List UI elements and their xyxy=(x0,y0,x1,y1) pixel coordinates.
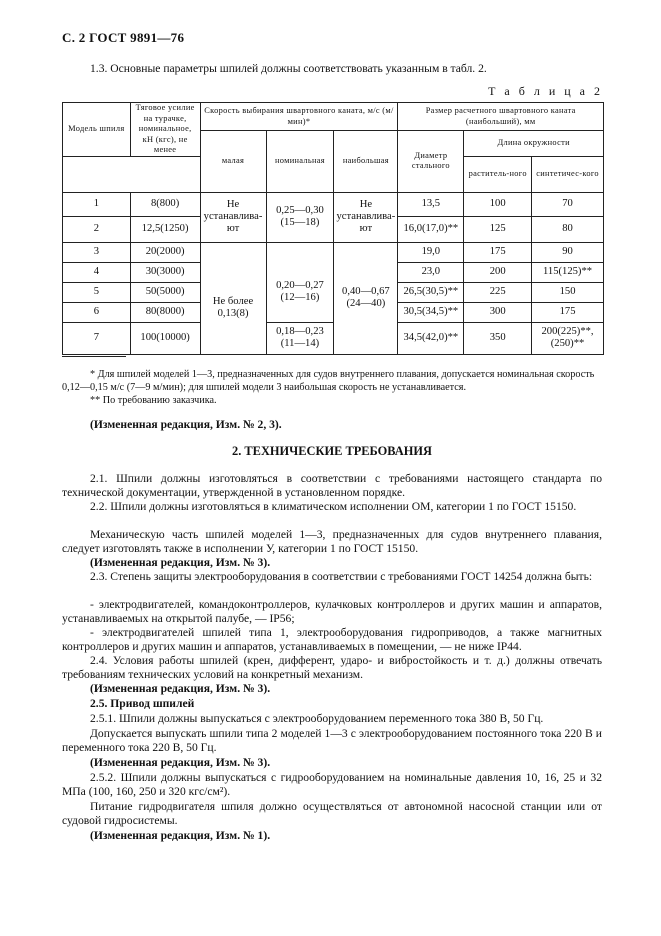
header-circumference: Длина окружности xyxy=(464,131,604,157)
cell-diameter: 13,5 xyxy=(398,192,464,216)
cell-max-a: Не устанавлива-ют xyxy=(334,192,398,242)
cell-force: 100(10000) xyxy=(130,322,200,354)
paragraph-2-1: 2.1. Шпили должны изготовляться в соответствии с требованиями настоящего стандарта по технической документации, утвержденной в установленном порядке. xyxy=(62,472,602,499)
cell-plant: 300 xyxy=(464,302,532,322)
edit-note: (Измененная редакция, Изм. № 3). xyxy=(90,756,271,769)
cell-diameter: 19,0 xyxy=(398,242,464,262)
cell-plant: 225 xyxy=(464,282,532,302)
cell-synthetic: 80 xyxy=(532,216,604,242)
cell-force: 20(2000) xyxy=(130,242,200,262)
cell-force: 30(3000) xyxy=(130,262,200,282)
cell-model: 5 xyxy=(63,282,131,302)
cell-synthetic: 200(225)**, (250)** xyxy=(532,322,604,354)
paragraph-2-4: 2.4. Условия работы шпилей (крен, дифферент, ударо- и вибростойкость и т. д.) должны отвечать требованиям технических условий на конкретный механизм. xyxy=(62,654,602,681)
footnote-divider xyxy=(62,356,126,357)
header-diameter: Диаметр стального xyxy=(398,131,464,193)
header-blank xyxy=(63,156,201,192)
cell-diameter: 23,0 xyxy=(398,262,464,282)
section-title: 2. ТЕХНИЧЕСКИЕ ТРЕБОВАНИЯ xyxy=(232,444,432,458)
cell-plant: 350 xyxy=(464,322,532,354)
header-speed-small: малая xyxy=(200,131,266,193)
header-rope-size: Размер расчетного швартовного каната (наибольший), мм xyxy=(398,103,604,131)
paragraph-2-5-2: 2.5.2. Шпили должны выпускаться с гидрооборудованием на номинальные давления 10, 16, 25 и 32 МПа (100, 160, 250 и 320 кгс/см²). xyxy=(62,771,602,798)
paragraph-2-5-1: 2.5.1. Шпили должны выпускаться с электрооборудованием переменного тока 380 В, 50 Гц. xyxy=(90,712,544,725)
cell-nominal-b: 0,20—0,27 (12—16) xyxy=(266,262,334,322)
cell-synthetic: 150 xyxy=(532,282,604,302)
header-speed-nominal: номинальная xyxy=(266,131,334,193)
cell-diameter: 16,0(17,0)** xyxy=(398,216,464,242)
cell-diameter: 30,5(34,5)** xyxy=(398,302,464,322)
edit-note: (Измененная редакция, Изм. № 2, 3). xyxy=(90,418,282,431)
cell-diameter: 26,5(30,5)** xyxy=(398,282,464,302)
cell-plant: 125 xyxy=(464,216,532,242)
table-caption: Т а б л и ц а 2 xyxy=(488,84,603,98)
cell-plant: 200 xyxy=(464,262,532,282)
paragraph-2-2b: Механическую часть шпилей моделей 1—3, предназначенных для судов внутреннего плавания, следует изготовлять также в исполнении У, категории 1 по ГОСТ 15150. xyxy=(62,528,602,555)
cell-model: 3 xyxy=(63,242,131,262)
cell-model: 4 xyxy=(63,262,131,282)
cell-small-b: Не более 0,13(8) xyxy=(200,262,266,354)
paragraph-2-5-1b: Допускается выпускать шпили типа 2 моделей 1—3 с электрооборудованием постоянного тока 220 В и переменного тока 220 В, 50 Гц. xyxy=(62,727,602,754)
cell-nominal-c: 0,18—0,23 (11—14) xyxy=(266,322,334,354)
cell-force: 80(8000) xyxy=(130,302,200,322)
header-force: Тяговое усилие на турачке, номинальное, кН (кгс), не менее xyxy=(130,103,200,157)
paragraph-2-5: 2.5. Привод шпилей xyxy=(90,697,195,710)
cell-max-b: 0,40—0,67 (24—40) xyxy=(334,242,398,354)
cell-nominal-empty xyxy=(266,242,334,262)
cell-force: 12,5(1250) xyxy=(130,216,200,242)
footnote-2: ** По требованию заказчика. xyxy=(90,395,217,406)
parameters-table xyxy=(62,102,604,355)
footnote-1: * Для шпилей моделей 1—3, предназначенных для судов внутреннего плавания, допускается номинальная скорость 0,12—0,15 м/с (7—9 м/мин); для шпилей модели 3 наибольшая скорость не устанавливается. xyxy=(62,369,595,393)
paragraph-2-2: 2.2. Шпили должны изготовляться в климатическом исполнении ОМ, категории 1 по ГОСТ 15150. xyxy=(90,500,577,513)
edit-note: (Измененная редакция, Изм. № 1). xyxy=(90,829,271,842)
cell-force: 50(5000) xyxy=(130,282,200,302)
header-plant: раститель-ного xyxy=(464,156,532,192)
cell-synthetic: 175 xyxy=(532,302,604,322)
header-synthetic: синтетичес-кого xyxy=(532,156,604,192)
page-header: С. 2 ГОСТ 9891—76 xyxy=(62,30,185,45)
cell-model: 7 xyxy=(63,322,131,354)
cell-model: 6 xyxy=(63,302,131,322)
cell-plant: 175 xyxy=(464,242,532,262)
cell-force: 8(800) xyxy=(130,192,200,216)
paragraph-2-3: 2.3. Степень защиты электрооборудования в соответствии с требованиями ГОСТ 14254 должна быть: xyxy=(90,570,593,583)
cell-model: 2 xyxy=(63,216,131,242)
edit-note: (Измененная редакция, Изм. № 3). xyxy=(90,556,271,569)
cell-diameter: 34,5(42,0)** xyxy=(398,322,464,354)
cell-small-empty xyxy=(200,242,266,262)
cell-plant: 100 xyxy=(464,192,532,216)
cell-model: 1 xyxy=(63,192,131,216)
header-speed-max: наибольшая xyxy=(334,131,398,193)
header-model: Модель шпиля xyxy=(63,103,131,157)
header-speed: Скорость выбирания швартовного каната, м/с (м/мин)* xyxy=(200,103,398,131)
edit-note: (Измененная редакция, Изм. № 3). xyxy=(90,682,271,695)
paragraph-2-3b: - электродвигателей шпилей типа 1, электрооборудования гидроприводов, а также магнитных контроллеров и других машин и аппаратов, устанавливаемых в помещении, — не ниже IP44. xyxy=(62,626,602,653)
paragraph-2-3a: - электродвигателей, командоконтроллеров, кулачковых контроллеров и других машин и аппаратов, устанавливаемых на открытой палубе, — IP56; xyxy=(62,598,602,625)
cell-synthetic: 115(125)** xyxy=(532,262,604,282)
cell-nominal-a: 0,25—0,30 (15—18) xyxy=(266,192,334,242)
intro-paragraph: 1.3. Основные параметры шпилей должны соответствовать указанным в табл. 2. xyxy=(90,62,487,75)
cell-synthetic: 90 xyxy=(532,242,604,262)
cell-synthetic: 70 xyxy=(532,192,604,216)
cell-small-a: Не устанавлива-ют xyxy=(200,192,266,242)
paragraph-2-5-2b: Питание гидродвигателя шпиля должно осуществляться от автономной насосной станции или от судовой гидросистемы. xyxy=(62,800,602,827)
